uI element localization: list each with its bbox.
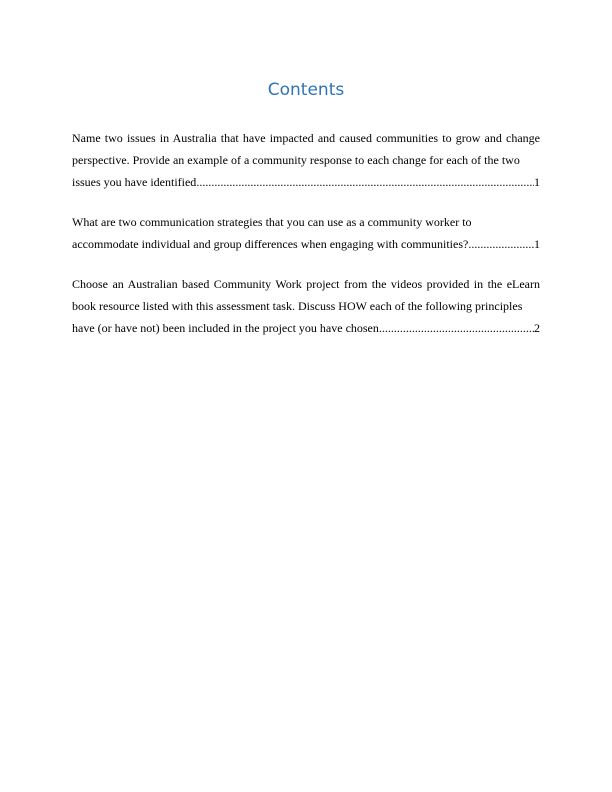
table-of-contents: [72, 127, 540, 357]
toc-entry-1[interactable]: [72, 127, 540, 193]
toc-page-number: 2: [534, 321, 540, 335]
toc-page-number: 1: [534, 175, 540, 189]
toc-entry-text: Name two issues in Australia that have impacted and caused communities to grow and change perspective. Provide an example of a community response to each change for each of the two: [72, 131, 540, 167]
toc-entry-text-end: issues you have identified: [72, 175, 197, 189]
dot-leader: [468, 233, 534, 255]
toc-entry-text-end: have (or have not) been included in the project you have chosen: [72, 321, 379, 335]
toc-entry-last-line: [72, 171, 540, 193]
toc-heading: Contents: [267, 80, 345, 100]
toc-entry-text: What are two communication strategies that you can use as a community worker to: [72, 215, 472, 229]
toc-page-number: 1: [534, 237, 540, 251]
toc-entry-3[interactable]: [72, 273, 540, 339]
toc-entry-2[interactable]: [72, 211, 540, 255]
dot-leader: [379, 317, 534, 339]
toc-entry-last-line: [72, 233, 540, 255]
toc-entry-text: Choose an Australian based Community Work project from the videos provided in the eLearn book resource listed with this assessment task. Discuss HOW each of the following principles: [72, 277, 540, 313]
toc-entry-text-end: accommodate individual and group differences when engaging with communities?: [72, 237, 469, 251]
dot-leader: [196, 171, 534, 193]
toc-entry-last-line: [72, 317, 540, 339]
